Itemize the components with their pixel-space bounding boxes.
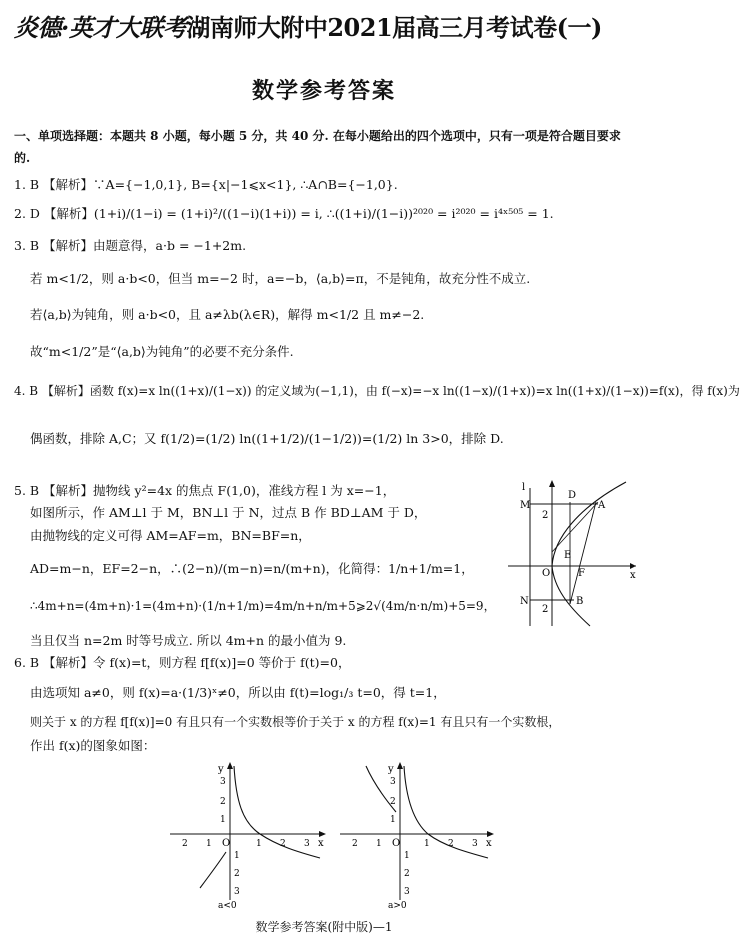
label-B: B xyxy=(576,596,584,607)
y-tick: 3 xyxy=(234,887,240,897)
tick-2-bottom: 2 xyxy=(542,604,549,615)
answer-q1: 1. B 【解析】∵A={−1,0,1}, B={x|−1⩽x<1}, ∴A∩B={−1,0}. xyxy=(14,177,398,192)
y-tick: 2 xyxy=(220,797,226,807)
label-E: E xyxy=(564,550,572,561)
label-O: O xyxy=(542,568,551,579)
exam-name: 湖南师大附中2021届高三月考试卷(一) xyxy=(186,13,602,42)
x-tick: 1 xyxy=(424,839,430,849)
y-tick: 1 xyxy=(404,851,410,861)
x-tick: 1 xyxy=(206,839,212,849)
answer-q2: 2. D 【解析】(1+i)/(1−i) = (1+i)²/((1−i)(1+i)) = i, ∴((1+i)/(1−i))²⁰²⁰ = i²⁰²⁰ = i⁴ˣ⁵⁰⁵ = 1. xyxy=(14,206,554,221)
x-tick: 2 xyxy=(182,839,188,849)
x-tick: 2 xyxy=(448,839,454,849)
y-tick: 1 xyxy=(234,851,240,861)
section-heading: 一、单项选择题：本题共 8 小题，每小题 5 分，共 40 分. 在每小题给出的四个选项中，只有一项是符合题目要求 xyxy=(14,129,621,143)
brand-name: 炎德·英才大联考 xyxy=(14,13,187,42)
answer-q5-line5: ∴4m+n=(4m+n)·1=(4m+n)·(1/n+1/m)=4m/n+n/m+5⩾2√(4m/n·n/m)+5=9， xyxy=(30,599,496,613)
label-D: D xyxy=(568,490,577,501)
answer-q3-line2: 若 m<1/2，则 a·b<0，但当 m=−2 时，a=−b，⟨a,b⟩=π，不是钝角，故充分性不成立. xyxy=(30,271,531,286)
y-tick: 2 xyxy=(390,797,396,807)
x-tick: 2 xyxy=(352,839,358,849)
origin-label: O xyxy=(392,838,401,849)
y-tick: 3 xyxy=(220,777,226,787)
answer-q3-line4: 故“m<1/2”是“⟨a,b⟩为钝角”的必要不充分条件. xyxy=(30,344,294,359)
y-tick: 2 xyxy=(234,869,240,879)
axis-y-label: y xyxy=(218,764,224,775)
answer-q3-line3: 若⟨a,b⟩为钝角，则 a·b<0，且 a≠λb(λ∈R)，解得 m<1/2 且 m≠−2. xyxy=(30,307,425,322)
exam-header xyxy=(14,8,638,48)
label-M: M xyxy=(520,500,531,511)
y-tick: 1 xyxy=(390,815,396,825)
axis-x-label: x xyxy=(486,838,492,849)
y-tick: 3 xyxy=(390,777,396,787)
answer-q6-line2: 由选项知 a≠0，则 f(x)=a·(1/3)ˣ≠0，所以由 f(t)=log₁/₃ t=0，得 t=1， xyxy=(30,685,446,700)
label-x: x xyxy=(630,570,636,581)
answer-q4-line2: 偶函数，排除 A,C；又 f(1/2)=(1/2) ln((1+1/2)/(1−1/2))=(1/2) ln 3>0，排除 D. xyxy=(30,431,504,446)
x-tick: 3 xyxy=(304,839,310,849)
label-A: A xyxy=(598,500,606,511)
graph-caption: a>0 xyxy=(388,901,407,911)
x-tick: 1 xyxy=(256,839,262,849)
x-tick: 1 xyxy=(376,839,382,849)
answer-q5-line2: 如图所示，作 AM⊥l 于 M，BN⊥l 于 N，过点 B 作 BD⊥AM 于 D， xyxy=(30,505,427,520)
label-N: N xyxy=(520,596,529,607)
x-tick: 2 xyxy=(280,839,286,849)
answer-q5-line1: 5. B 【解析】抛物线 y²=4x 的焦点 F(1,0)，准线方程 l 为 x=−1， xyxy=(14,483,396,498)
answer-q5-line4: AD=m−n，EF=2−n，∴(2−n)/(m−n)=n/(m+n)，化简得：1/n+1/m=1， xyxy=(30,561,474,576)
answer-q4-line1: 4. B 【解析】函数 f(x)=x ln((1+x)/(1−x)) 的定义域为(−1,1)，由 f(−x)=−x ln((1−x)/(1+x))=x ln((1+x)/(1−x))=f(x)，得 f(x)为 xyxy=(14,384,740,398)
parabola-figure xyxy=(508,478,640,628)
y-tick: 3 xyxy=(404,887,410,897)
graph-a-positive xyxy=(338,760,498,910)
answer-q5-line6: 当且仅当 n=2m 时等号成立. 所以 4m+n 的最小值为 9. xyxy=(30,633,347,648)
y-tick: 1 xyxy=(220,815,226,825)
answer-q5-line3: 由抛物线的定义可得 AM=AF=m，BN=BF=n， xyxy=(30,528,311,543)
page-footer: 数学参考答案(附中版)—1 xyxy=(255,920,393,934)
graph-caption: a<0 xyxy=(218,901,237,911)
answer-q6-line4: 作出 f(x)的图象如图： xyxy=(30,738,156,753)
origin-label: O xyxy=(222,838,231,849)
answer-q6-line3: 则关于 x 的方程 f[f(x)]=0 有且只有一个实数根等价于关于 x 的方程 f(x)=1 有且只有一个实数根， xyxy=(30,715,561,729)
answer-q6-line1: 6. B 【解析】令 f(x)=t，则方程 f[f(x)]=0 等价于 f(t)=0， xyxy=(14,655,351,670)
page-title: 数学参考答案 xyxy=(251,79,396,104)
axis-y-label: y xyxy=(388,764,394,775)
label-F: F xyxy=(578,568,585,579)
y-tick: 2 xyxy=(404,869,410,879)
answer-q3-line1: 3. B 【解析】由题意得，a·b = −1+2m. xyxy=(14,238,247,253)
graph-a-negative xyxy=(168,760,330,910)
label-l: l xyxy=(522,482,526,493)
section-heading-cont: 的. xyxy=(14,151,31,165)
axis-x-label: x xyxy=(318,838,324,849)
x-tick: 3 xyxy=(472,839,478,849)
tick-2-top: 2 xyxy=(542,510,549,521)
